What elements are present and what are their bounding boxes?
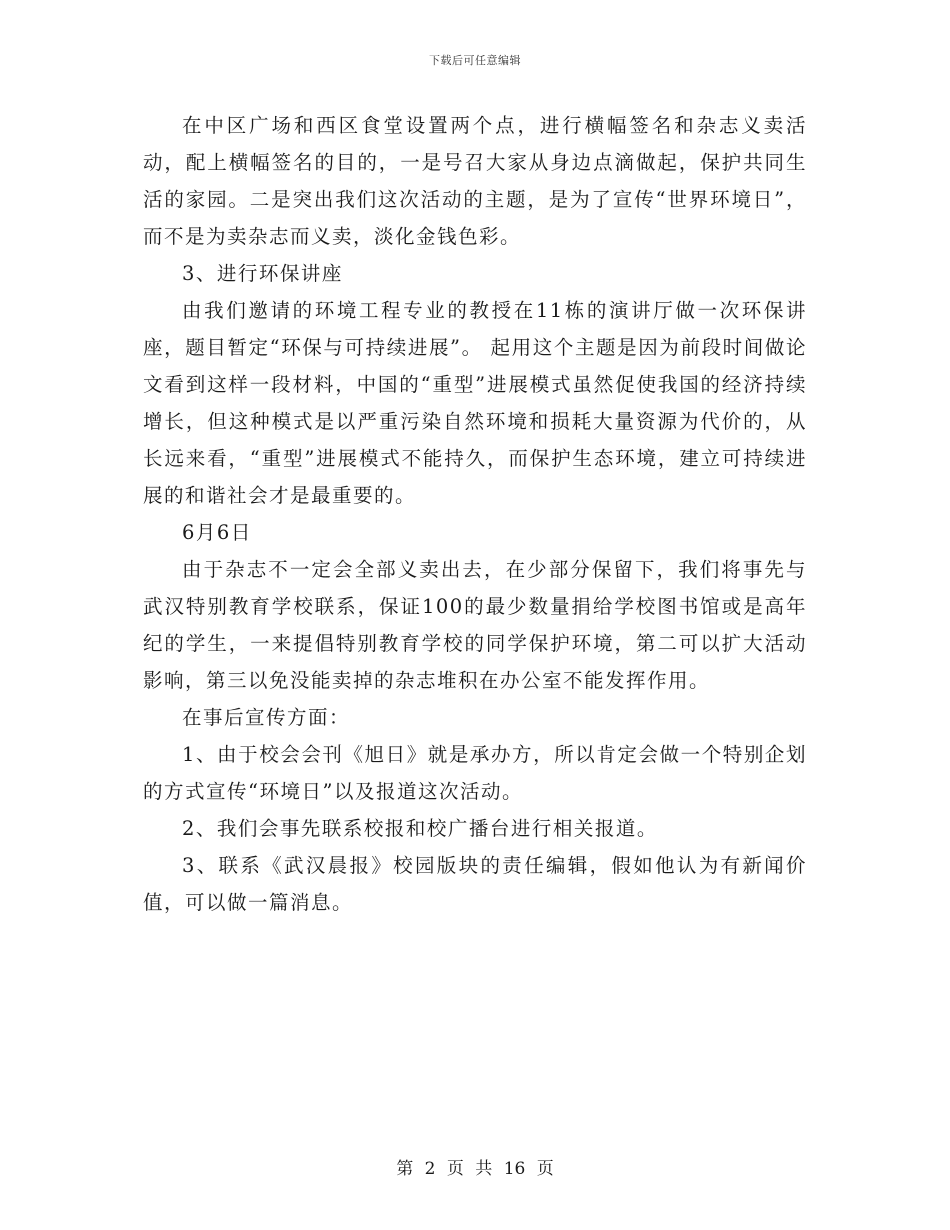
paragraph-publicity-2: 2、我们会事先联系校报和校广播台进行相关报道。 xyxy=(182,817,658,840)
paragraph-publicity-3: 3、联系《武汉晨报》校园版块的责任编辑，假如他认为有新闻价值，可以做一篇消息。 xyxy=(143,854,807,914)
section-heading-lecture: 3、进行环保讲座 xyxy=(182,262,343,285)
page-header: 下载后可任意编辑 xyxy=(429,54,521,67)
page-number: 第 2 页 共 16 页 xyxy=(396,1159,554,1179)
paragraph-lecture: 由我们邀请的环境工程专业的教授在11栋的演讲厅做一次环保讲座，题目暂定“环保与可持续进展”。 起用这个主题是因为前段时间做论文看到这样一段材料，中国的“重型”进展模式虽然促使我国的经济持续增长，但这种模式是以严重污染自然环境和损耗大量资源为代价的，从长远来看，“重型”进展模式不能持久，而保护生态环境，建立可持续进展的和谐社会才是最重要的。 xyxy=(143,299,807,507)
paragraph-publicity-1: 1、由于校会会刊《旭日》就是承办方，所以肯定会做一个特别企划的方式宣传“环境日”以及报道这次活动。 xyxy=(143,743,807,803)
paragraph-banner-signing: 在中区广场和西区食堂设置两个点，进行横幅签名和杂志义卖活动，配上横幅签名的目的，一是号召大家从身边点滴做起，保护共同生活的家园。二是突出我们这次活动的主题，是为了宣传“世界环境日”，而不是为卖杂志而义卖，淡化金钱色彩。 xyxy=(143,114,807,248)
section-heading-publicity: 在事后宣传方面： xyxy=(182,706,351,729)
date-heading: 6月6日 xyxy=(182,521,252,544)
paragraph-magazine-donation: 由于杂志不一定会全部义卖出去，在少部分保留下，我们将事先与武汉特别教育学校联系，保证100的最少数量捐给学校图书馆或是高年纪的学生，一来提倡特别教育学校的同学保护环境，第二可以扩大活动影响，第三以免没能卖掉的杂志堆积在办公室不能发挥作用。 xyxy=(143,558,807,692)
document-body xyxy=(143,107,807,921)
